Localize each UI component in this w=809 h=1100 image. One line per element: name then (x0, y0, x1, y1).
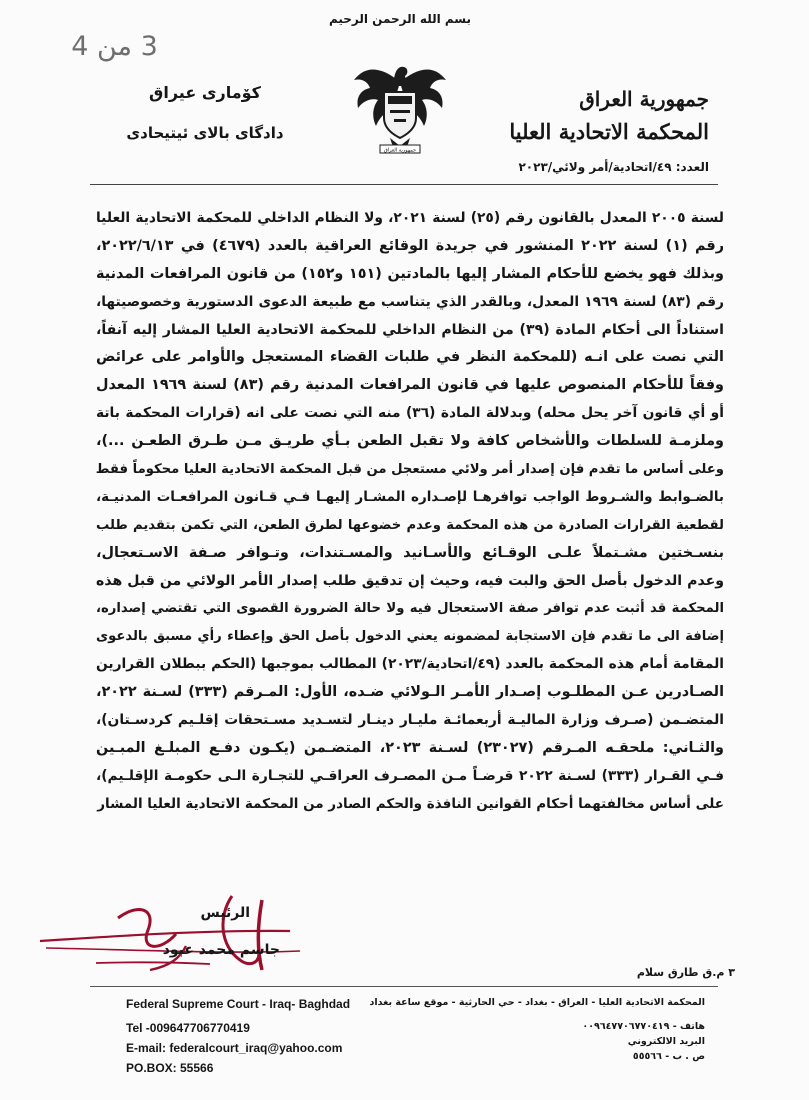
emblem-caption: جمهورية العراق (383, 147, 417, 154)
footer-divider (90, 986, 718, 987)
kurdish-court-name: دادگاى بالاى ئیتيحادى (126, 124, 284, 142)
body-line: رقم (١) لسنة ٢٠٢٢ المنشور في جريدة الوقائع العراقية بالعدد (٤٦٧٩) في ٢٠٢٢/٦/١٣، (96, 237, 724, 254)
footer-ar-address: المحكمة الاتحادية العليا - العراق - بغداد - حي الحارثية - موقع ساعة بغداد (369, 997, 705, 1008)
reference-number: العدد: ٤٩/اتحادية/أمر ولائي/٢٠٢٣ (518, 160, 709, 174)
iraq-eagle-emblem (350, 52, 450, 157)
body-line: المقامة أمام هذه المحكمة بالعدد (٤٩/اتحادية/٢٠٢٣) المطالب بموجبها (الحكم ببطلان القرارين (96, 656, 724, 673)
carbon-copy-line: ٣ م.ق طارق سلام (636, 966, 735, 979)
body-line: المتضـمن (صـرف وزارة الماليـة أربعمائـة مليـار دينـار لتسـديد مسـتحقات إقلـيم كردسـتان)، (96, 712, 724, 729)
body-line: التي نصت على انـه (للمحكمة النظر في طلبات القضاء المستعجل والأوامر على عرائض (96, 349, 724, 366)
footer-ar-pobox: ص . ب - ٥٥٥٦٦ (632, 1051, 705, 1062)
signatory-title: الرئيس (200, 905, 250, 921)
basmala: بسم الله الرحمن الرحيم (328, 12, 472, 26)
body-line: إضافة الى ما تقدم فإن الاستجابة لمضمونه يعني الدخول بأصل الحق وإعطاء رأي مسبق بالدعوى (96, 629, 724, 645)
english-footer (126, 994, 406, 1078)
page-counter: 3 من 4 (71, 31, 158, 62)
arabic-state-name: جمهورية العراق (579, 87, 709, 111)
body-line: وعلى أساس ما تقدم فإن إصدار أمر ولائي مستعجل من قبل المحكمة الاتحادية العليا محكوماً فقط (96, 462, 724, 478)
footer-court-name: Federal Supreme Court - Iraq- Baghdad (126, 997, 351, 1011)
body-line: بالضـوابط والشـروط الواجب توافرهـا لإصـداره المشـار إليهـا فـي قـانون المرافعـات المدنيـة، (96, 488, 724, 505)
footer-ar-phone: هاتف - ٠٠٩٦٤٧٧٠٦٧٧٠٤١٩ (582, 1021, 705, 1032)
header-divider (90, 184, 718, 185)
body-line: أو أي قانون آخر يحل محله) وبدلالة المادة (٣٦) منه التي نصت على انه (قرارات المحكمة باتة (96, 405, 724, 422)
arabic-court-name: المحكمة الاتحادية العليا (509, 119, 709, 144)
body-line: استناداً الى أحكام المادة (٣٩) من النظام الداخلي للمحكمة الاتحادية العليا المشار إليه آنفاً، (96, 321, 724, 338)
footer-pobox: PO.BOX: 55566 (126, 1061, 214, 1075)
kurdish-header (100, 80, 310, 146)
body-line: المحكمة قد أثبت عدم توافر صفة الاستعجال فيه ولا حالة الضرورة القصوى التي تقتضي إصداره، (96, 601, 724, 617)
body-line: والثـاني: ملحقـه المـرقم (٢٣٠٢٧) لسـنة ٢٠٢٣، المتضـمن (يكـون دفـع المبلـغ المبـين (96, 739, 724, 756)
emblem-head (394, 67, 407, 86)
body-line: فـي القـرار (٣٣٣) لسـنة ٢٠٢٢ قرضـاً مـن المصـرف العراقـي للتجـارة الـى حكومـة الإقلـيم)، (96, 767, 724, 784)
body-line: لسنة ٢٠٠٥ المعدل بالقانون رقم (٢٥) لسنة ٢٠٢١، ولا النظام الداخلي للمحكمة الاتحادية العليا (96, 210, 724, 226)
body-line: وفقاً للأحكام المنصوص عليها في قانون المرافعات المدنية رقم (٨٣) لسنة ١٩٦٩ المعدل (96, 377, 724, 394)
arabic-header (469, 86, 709, 146)
signatory-name: جاسم محمد عبود (162, 942, 280, 958)
body-line: رقم (٨٣) لسنة ١٩٦٩ المعدل، وبالقدر الذي يتناسب مع طبيعة الدعوى الدستورية وخصوصيتها، (96, 293, 724, 310)
body-line: وملزمـة للسلطات والأشخاص كافة ولا تقبل الطعن بـأي طريـق مـن طـرق الطعـن ...)، (96, 433, 724, 450)
kurdish-state-name: كۆمارى عيراق (149, 83, 261, 102)
body-text (96, 205, 724, 819)
body-line: وعدم الدخول بأصل الحق والبت فيه، وحيث إن تدقيق طلب إصدار الأمر الولائي من قبل هذه (96, 572, 724, 589)
body-line: الصـادرين عـن المطلـوب إصـدار الأمـر الـولائي ضـده، الأول: المـرقم (٣٣٣) لسـنة ٢٠٢٢، (96, 684, 724, 701)
footer-ar-email-label: البريد الالكتروني (627, 1036, 705, 1047)
body-line: على أساس مخالفتهما أحكام القوانين النافذة والحكم الصادر من المحكمة الاتحادية العليا المشار (97, 795, 724, 812)
footer-email: E-mail: federalcourt_iraq@yahoo.com (126, 1041, 343, 1055)
body-line: بنسـختين مشـتملاً علـى الوقـائع والأسـانيد والمسـتندات، وتـوافر صـفة الاسـتعجال، (96, 544, 724, 561)
body-line: لقطعية القرارات الصادرة من هذه المحكمة وعدم خضوعها لطرق الطعن، التي تكمن بتقديم طلب (96, 517, 724, 533)
body-line: وبذلك فهو يخضع للأحكام المشار إليها بالمادتين (١٥١ و١٥٢) من قانون المرافعات المدنية (96, 265, 724, 282)
footer-telephone: Tel -009647706770419 (126, 1021, 250, 1035)
arabic-footer (365, 995, 705, 1064)
